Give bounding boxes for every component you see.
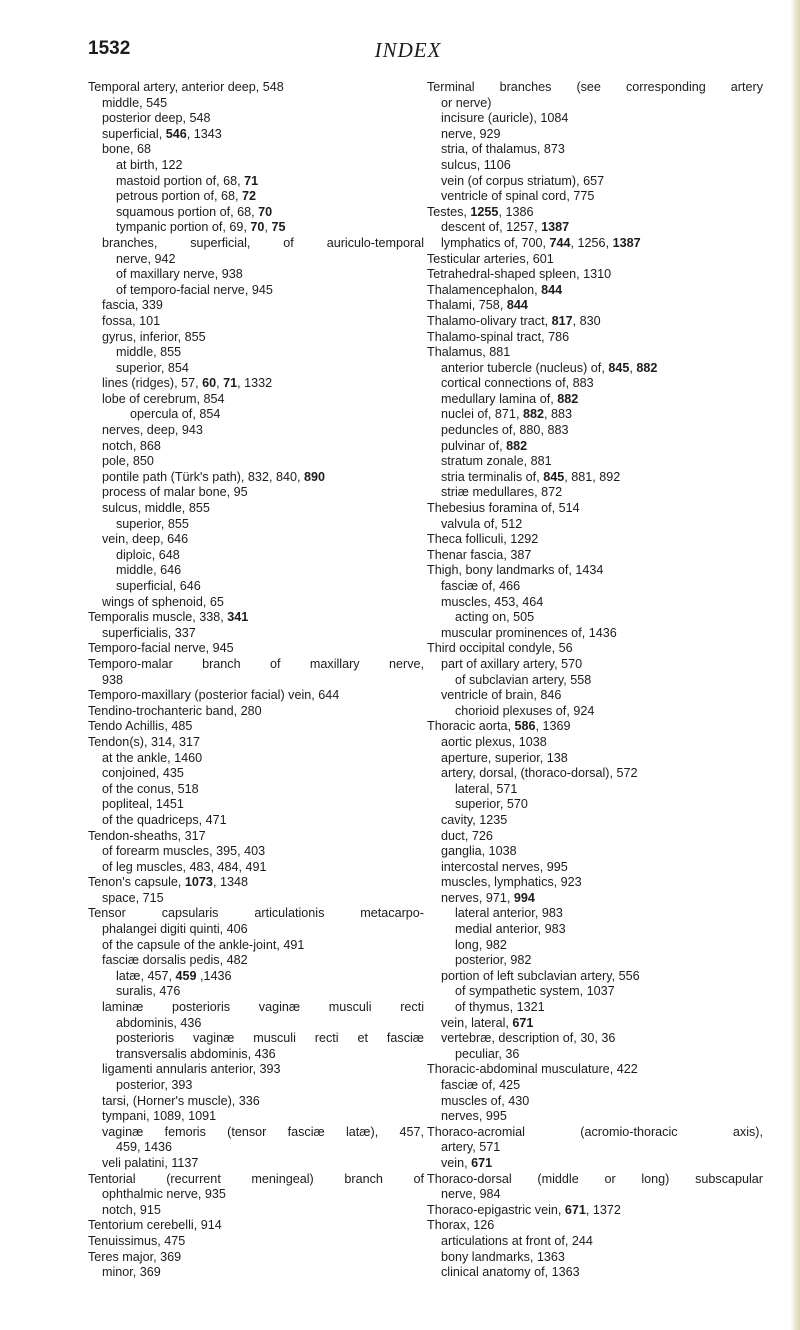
index-entry: at birth, 122 bbox=[116, 157, 183, 172]
index-entry: veli palatini, 1137 bbox=[102, 1155, 199, 1170]
index-entry: branches, superficial, of auriculo-temporal bbox=[102, 235, 424, 250]
index-entry: Thoraco-acromial (acromio-thoracic axis), bbox=[427, 1124, 763, 1139]
index-entry: incisure (auricle), 1084 bbox=[441, 111, 569, 126]
index-entry: lobe of cerebrum, 854 bbox=[102, 391, 225, 406]
page-header bbox=[88, 38, 728, 64]
index-entry: medial anterior, 983 bbox=[455, 922, 566, 937]
index-entry: nerves, 971, 994 bbox=[441, 890, 535, 905]
index-entry: Terminal branches (see corresponding artery bbox=[427, 80, 763, 94]
index-column-left bbox=[88, 80, 424, 1281]
index-entry: popliteal, 1451 bbox=[102, 797, 184, 812]
index-entry: gyrus, inferior, 855 bbox=[102, 329, 206, 344]
index-entry: Thoraco-epigastric vein, 671, 1372 bbox=[427, 1202, 621, 1217]
index-entry: pole, 850 bbox=[102, 454, 154, 469]
index-entry: Thalamus, 881 bbox=[427, 345, 511, 360]
index-entry: nuclei of, 871, 882, 883 bbox=[441, 407, 572, 422]
index-entry: cortical connections of, 883 bbox=[441, 376, 594, 391]
index-entry: ventricle of spinal cord, 775 bbox=[441, 189, 595, 204]
index-entry: Teres major, 369 bbox=[88, 1249, 182, 1264]
index-entry: superficial, 646 bbox=[116, 579, 201, 593]
index-entry: superficialis, 337 bbox=[102, 625, 196, 640]
index-entry: stria, of thalamus, 873 bbox=[441, 142, 565, 157]
index-entry: laminæ posterioris vaginæ musculi recti bbox=[102, 1000, 424, 1015]
index-entry: of thymus, 1321 bbox=[455, 1000, 545, 1015]
index-entry: or nerve) bbox=[441, 95, 492, 110]
index-entry: posterioris vaginæ musculi recti et fasciæ bbox=[116, 1031, 424, 1046]
index-entry: peculiar, 36 bbox=[455, 1046, 520, 1061]
index-entry: phalangei digiti quinti, 406 bbox=[102, 922, 248, 937]
index-entry: notch, 915 bbox=[102, 1202, 161, 1217]
index-entry: lateral anterior, 983 bbox=[455, 906, 563, 921]
index-entry: Tentorial (recurrent meningeal) branch of bbox=[88, 1171, 424, 1186]
index-entry: of forearm muscles, 395, 403 bbox=[102, 844, 266, 859]
index-entry: posterior, 982 bbox=[455, 953, 532, 968]
index-entry: Tendon(s), 314, 317 bbox=[88, 734, 201, 749]
index-entry: squamous portion of, 68, 70 bbox=[116, 204, 273, 219]
index-entry: duct, 726 bbox=[441, 828, 493, 843]
index-entry: petrous portion of, 68, 72 bbox=[116, 189, 257, 204]
index-entry: medullary lamina of, 882 bbox=[441, 391, 579, 406]
index-entry: stratum zonale, 881 bbox=[441, 454, 552, 469]
index-entry: nerve, 929 bbox=[441, 126, 501, 141]
index-entry: Theca folliculi, 1292 bbox=[427, 532, 539, 547]
index-entry: ganglia, 1038 bbox=[441, 844, 517, 859]
page-edge-shading bbox=[790, 0, 800, 1330]
index-entry: Thebesius foramina of, 514 bbox=[427, 501, 580, 516]
index-column-right bbox=[427, 80, 763, 1281]
index-entry: of subclavian artery, 558 bbox=[455, 672, 592, 687]
index-entry: part of axillary artery, 570 bbox=[441, 656, 583, 671]
index-entry: middle, 545 bbox=[102, 95, 168, 110]
index-entry: Third occipital condyle, 56 bbox=[427, 641, 573, 656]
index-entry: conjoined, 435 bbox=[102, 766, 184, 781]
index-entry: notch, 868 bbox=[102, 438, 161, 453]
index-entry: ophthalmic nerve, 935 bbox=[102, 1187, 226, 1202]
index-entry: of temporo-facial nerve, 945 bbox=[116, 282, 273, 297]
index-entry: sulcus, 1106 bbox=[441, 157, 511, 172]
index-entry: articulations at front of, 244 bbox=[441, 1233, 593, 1248]
index-entry: Thenar fascia, 387 bbox=[427, 547, 532, 562]
index-entry: of the capsule of the ankle-joint, 491 bbox=[102, 937, 305, 952]
index-entry: valvula of, 512 bbox=[441, 516, 523, 531]
index-entry: peduncles of, 880, 883 bbox=[441, 423, 569, 438]
index-entry: vein, deep, 646 bbox=[102, 532, 189, 547]
index-entry: pulvinar of, 882 bbox=[441, 438, 528, 453]
index-entry: at the ankle, 1460 bbox=[102, 750, 203, 765]
index-entry: posterior deep, 548 bbox=[102, 111, 211, 126]
index-entry: suralis, 476 bbox=[116, 984, 181, 999]
index-entry: wings of sphenoid, 65 bbox=[102, 594, 224, 609]
index-entry: nerve, 984 bbox=[441, 1187, 501, 1202]
index-entry: Temporo-malar branch of maxillary nerve, bbox=[88, 656, 424, 671]
index-entry: transversalis abdominis, 436 bbox=[116, 1046, 276, 1061]
index-entry: vein, lateral, 671 bbox=[441, 1015, 534, 1030]
index-entry: muscles, 453, 464 bbox=[441, 594, 544, 609]
page-number: 1532 bbox=[88, 38, 131, 59]
index-entry: clinical anatomy of, 1363 bbox=[441, 1265, 580, 1280]
index-entry: aperture, superior, 138 bbox=[441, 750, 568, 765]
index-entry: Tendo Achillis, 485 bbox=[88, 719, 193, 734]
index-entry: muscles of, 430 bbox=[441, 1093, 530, 1108]
index-entry: tympanic portion of, 69, 70, 75 bbox=[116, 220, 286, 235]
index-entry: Thoraco-dorsal (middle or long) subscapular bbox=[427, 1171, 763, 1186]
index-entry: vertebræ, description of, 30, 36 bbox=[441, 1031, 616, 1046]
index-entry: process of malar bone, 95 bbox=[102, 485, 248, 500]
index-entry: striæ medullares, 872 bbox=[441, 485, 563, 500]
index-entry: Thalamencephalon, 844 bbox=[427, 282, 563, 297]
index-entry: anterior tubercle (nucleus) of, 845, 882 bbox=[441, 360, 658, 375]
index-entry: vein (of corpus striatum), 657 bbox=[441, 173, 605, 188]
index-entry: chorioid plexuses of, 924 bbox=[455, 703, 595, 718]
index-entry: nerves, deep, 943 bbox=[102, 423, 203, 438]
index-entry: 459, 1436 bbox=[116, 1140, 173, 1155]
index-entry: acting on, 505 bbox=[455, 610, 535, 625]
index-entry: space, 715 bbox=[102, 890, 164, 905]
index-entry: superior, 570 bbox=[455, 797, 528, 812]
index-entry: nerves, 995 bbox=[441, 1109, 507, 1124]
index-entry: superficial, 546, 1343 bbox=[102, 126, 222, 141]
index-entry: nerve, 942 bbox=[116, 251, 176, 266]
index-entry: sulcus, middle, 855 bbox=[102, 501, 210, 516]
index-entry: abdominis, 436 bbox=[116, 1015, 202, 1030]
index-entry: pontile path (Türk's path), 832, 840, 890 bbox=[102, 469, 325, 484]
index-entry: bone, 68 bbox=[102, 142, 152, 157]
index-entry: mastoid portion of, 68, 71 bbox=[116, 173, 259, 188]
index-entry: Tenuissimus, 475 bbox=[88, 1233, 186, 1248]
index-entry: artery, 571 bbox=[441, 1140, 501, 1155]
index-entry: artery, dorsal, (thoraco-dorsal), 572 bbox=[441, 766, 638, 781]
index-entry: of sympathetic system, 1037 bbox=[455, 984, 615, 999]
index-entry: diploic, 648 bbox=[116, 547, 180, 562]
index-entry: vein, 671 bbox=[441, 1155, 493, 1170]
index-entry: Testes, 1255, 1386 bbox=[427, 204, 534, 219]
index-entry: ligamenti annularis anterior, 393 bbox=[102, 1062, 281, 1077]
index-entry: fossa, 101 bbox=[102, 313, 161, 328]
index-entry: Tendon-sheaths, 317 bbox=[88, 828, 206, 843]
index-entry: latæ, 457, 459 ,1436 bbox=[116, 968, 232, 983]
index-entry: lymphatics of, 700, 744, 1256, 1387 bbox=[441, 235, 641, 250]
index-entry: bony landmarks, 1363 bbox=[441, 1249, 565, 1264]
index-entry: portion of left subclavian artery, 556 bbox=[441, 968, 640, 983]
index-entry: of maxillary nerve, 938 bbox=[116, 267, 243, 282]
index-entry: 938 bbox=[102, 672, 124, 687]
index-entry: muscular prominences of, 1436 bbox=[441, 625, 617, 640]
index-entry: aortic plexus, 1038 bbox=[441, 734, 547, 749]
index-entry: stria terminalis of, 845, 881, 892 bbox=[441, 469, 621, 484]
index-entry: Thalami, 758, 844 bbox=[427, 298, 528, 313]
index-entry: minor, 369 bbox=[102, 1265, 161, 1280]
index-entry: tympani, 1089, 1091 bbox=[102, 1109, 217, 1124]
index-entry: Thorax, 126 bbox=[427, 1218, 495, 1233]
index-entry: fasciæ of, 425 bbox=[441, 1078, 521, 1092]
index-entry: opercula of, 854 bbox=[130, 407, 221, 422]
index-entry: Thoracic-abdominal musculature, 422 bbox=[427, 1062, 638, 1077]
index-entry: Temporalis muscle, 338, 341 bbox=[88, 610, 249, 625]
index-entry: Tetrahedral-shaped spleen, 1310 bbox=[427, 267, 612, 282]
index-entry: fasciæ dorsalis pedis, 482 bbox=[102, 953, 248, 968]
index-entry: superior, 855 bbox=[116, 516, 189, 531]
index-entry: Testicular arteries, 601 bbox=[427, 251, 554, 266]
index-entry: ventricle of brain, 846 bbox=[441, 688, 562, 703]
index-entry: middle, 855 bbox=[116, 345, 182, 360]
index-entry: Temporal artery, anterior deep, 548 bbox=[88, 80, 284, 94]
index-entry: of the conus, 518 bbox=[102, 781, 199, 796]
index-entry: Tentorium cerebelli, 914 bbox=[88, 1218, 222, 1233]
index-entry: tarsi, (Horner's muscle), 336 bbox=[102, 1093, 260, 1108]
index-entry: middle, 646 bbox=[116, 563, 182, 578]
index-entry: posterior, 393 bbox=[116, 1078, 193, 1092]
index-entry: Thoracic aorta, 586, 1369 bbox=[427, 719, 571, 734]
index-entry: fasciæ of, 466 bbox=[441, 579, 521, 593]
index-entry: long, 982 bbox=[455, 937, 507, 952]
index-entry: fascia, 339 bbox=[102, 298, 163, 313]
index-entry: Thigh, bony landmarks of, 1434 bbox=[427, 563, 604, 578]
index-entry: lateral, 571 bbox=[455, 781, 518, 796]
index-entry: Tenon's capsule, 1073, 1348 bbox=[88, 875, 248, 890]
index-entry: vaginæ femoris (tensor fasciæ latæ), 457, bbox=[102, 1124, 424, 1139]
index-entry: superior, 854 bbox=[116, 360, 189, 375]
index-entry: intercostal nerves, 995 bbox=[441, 859, 568, 874]
index-entry: Temporo-maxillary (posterior facial) vein, 644 bbox=[88, 688, 340, 703]
index-entry: muscles, lymphatics, 923 bbox=[441, 875, 582, 890]
index-entry: descent of, 1257, 1387 bbox=[441, 220, 570, 235]
index-entry: Thalamo-spinal tract, 786 bbox=[427, 329, 570, 344]
running-head: INDEX bbox=[374, 38, 442, 62]
index-entry: Thalamo-olivary tract, 817, 830 bbox=[427, 313, 601, 328]
index-entry: cavity, 1235 bbox=[441, 812, 508, 827]
index-entry: of the quadriceps, 471 bbox=[102, 812, 227, 827]
index-entry: Tendino-trochanteric band, 280 bbox=[88, 703, 262, 718]
index-entry: lines (ridges), 57, 60, 71, 1332 bbox=[102, 376, 273, 391]
index-entry: Temporo-facial nerve, 945 bbox=[88, 641, 234, 656]
index-entry: of leg muscles, 483, 484, 491 bbox=[102, 859, 267, 874]
index-entry: Tensor capsularis articulationis metacarpo- bbox=[88, 906, 424, 921]
